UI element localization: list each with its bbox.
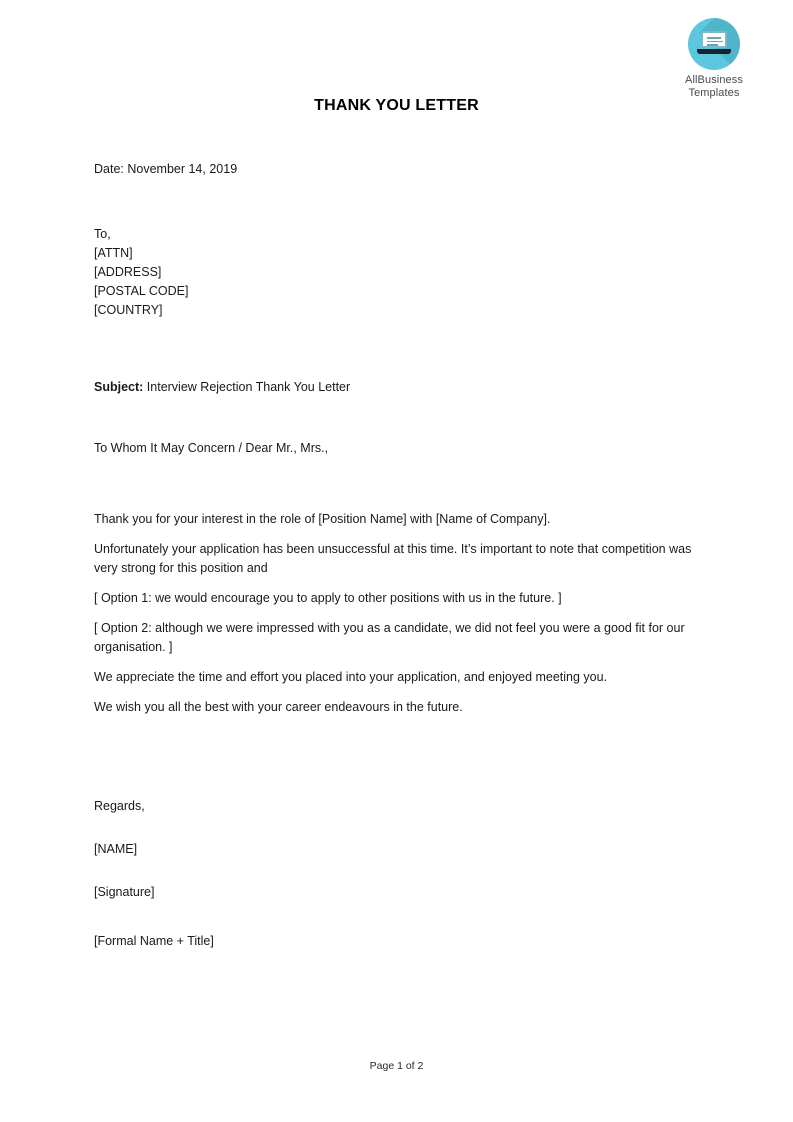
subject-value: Interview Rejection Thank You Letter — [146, 380, 351, 394]
recipient-line: [COUNTRY] — [94, 303, 163, 317]
laptop-screen-line — [707, 41, 723, 43]
brand-logo — [659, 18, 769, 100]
letter-body — [94, 160, 694, 951]
body-paragraph: Unfortunately your application has been unsuccessful at this time. It’s important to note that competition was very strong for this position and — [94, 542, 692, 575]
body-paragraph: [ Option 2: although we were impressed with you as a candidate, we did not feel you were a good fit for our organisation. ] — [94, 621, 685, 654]
body-paragraph: We wish you all the best with your career endeavours in the future. — [94, 700, 463, 714]
body-paragraph: [ Option 1: we would encourage you to apply to other positions with us in the future. ] — [94, 591, 562, 605]
date-line: Date: November 14, 2019 — [94, 162, 238, 176]
page-footer: Page 1 of 2 — [369, 1060, 424, 1072]
recipient-line: [ATTN] — [94, 246, 133, 260]
laptop-glyph — [697, 31, 731, 57]
closing-signature: [Signature] — [94, 885, 155, 899]
recipient-address-block — [94, 225, 694, 320]
salutation-block — [94, 439, 694, 458]
laptop-screen-line — [707, 44, 718, 46]
closing-block — [94, 797, 694, 951]
closing-regards: Regards, — [94, 799, 145, 813]
closing-name: [NAME] — [94, 842, 138, 856]
laptop-icon — [688, 18, 740, 70]
subject-label: Subject: — [94, 380, 144, 394]
laptop-screen-line — [707, 37, 721, 39]
recipient-line: [POSTAL CODE] — [94, 284, 189, 298]
brand-name-line-1: AllBusiness — [685, 74, 743, 86]
subject-line — [94, 378, 694, 397]
recipient-line: To, — [94, 227, 111, 241]
laptop-base — [697, 49, 731, 54]
brand-name-line-2: Templates — [688, 87, 740, 99]
body-paragraphs — [94, 510, 694, 717]
body-paragraph: Thank you for your interest in the role of [Position Name] with [Name of Company]. — [94, 512, 551, 526]
recipient-line: [ADDRESS] — [94, 265, 162, 279]
subject-block — [94, 378, 694, 397]
date-block — [94, 160, 694, 179]
page-title: THANK YOU LETTER — [314, 97, 479, 114]
salutation-line: To Whom It May Concern / Dear Mr., Mrs., — [94, 441, 329, 455]
closing-formal-name: [Formal Name + Title] — [94, 934, 214, 948]
body-paragraph: We appreciate the time and effort you placed into your application, and enjoyed meeting you. — [94, 670, 608, 684]
laptop-screen — [701, 31, 727, 48]
